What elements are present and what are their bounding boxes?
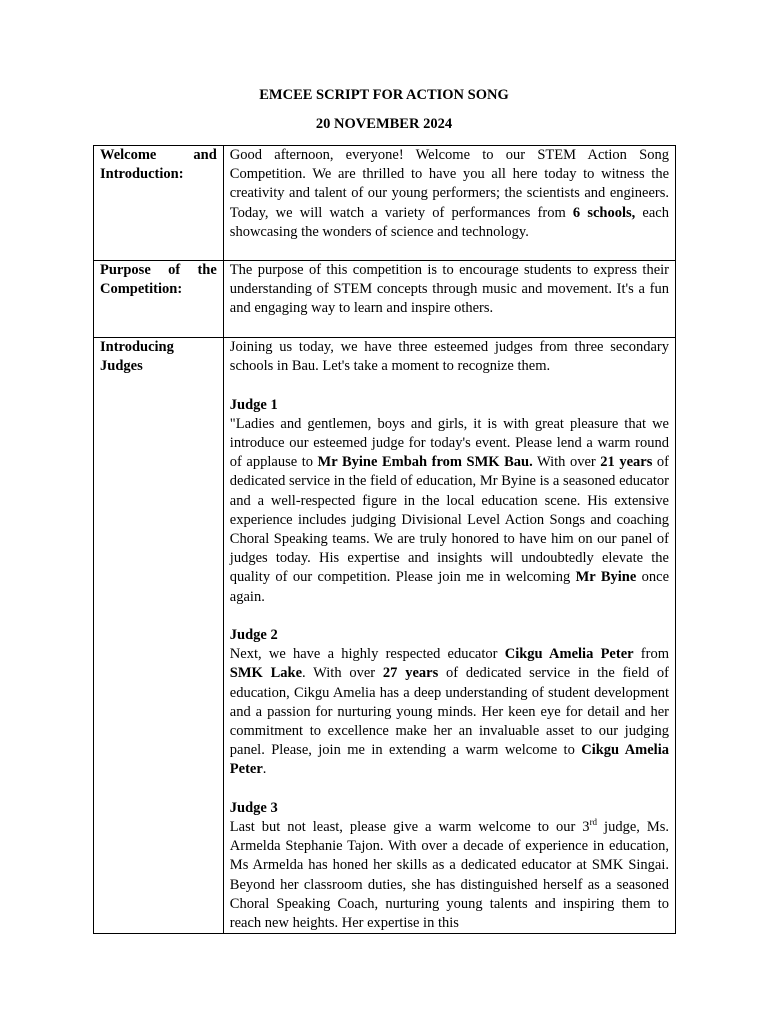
judge-2-bold-4: Cikgu Amelia Peter — [229, 742, 669, 778]
judge-2-heading: Judge 2 — [229, 627, 278, 644]
judge-1-text-3: of dedicated service in the field of education, Mr Byine is a seasoned educator and a well-respected figure in the local education scene. His extensive experience includes judging Divisional Level Action Songs and coaching Choral Speaking teams. We are truly honored to have him on our panel of judges today. His expertise and insights will undoubtedly elevate the quality of our competition. Please join me in welcoming — [229, 454, 670, 586]
welcome-text-1: Good afternoon, everyone! Welcome to our STEM Action Song Competition. We are thrilled to have you all here today to witness the creativity and talent of our young performers; the scientists and engineers. Today, we will watch a variety of performances from — [229, 147, 669, 221]
judge-1-text-4: once again. — [229, 569, 670, 605]
judge-2-bold-3: 27 years — [382, 665, 439, 682]
document-title: EMCEE SCRIPT FOR ACTION SONG — [259, 87, 509, 103]
table-row-welcome — [94, 146, 676, 261]
judge-2-paragraph — [230, 645, 669, 779]
spacer — [230, 376, 669, 395]
judge-2-text-1: Next, we have a highly respected educator — [229, 646, 505, 663]
judge-2-bold-2: SMK Lake — [229, 665, 303, 682]
welcome-text-2: each showcasing the wonders of science and technology. — [229, 204, 669, 240]
judge-1-paragraph — [230, 415, 669, 607]
script-table — [93, 145, 676, 934]
purpose-content — [223, 261, 675, 338]
welcome-label: Welcome and Introduction: — [94, 146, 224, 261]
judge-1-bold-3: Mr Byine — [575, 569, 637, 586]
judge-3-heading: Judge 3 — [229, 799, 278, 816]
judges-label: Introducing Judges — [94, 338, 224, 934]
welcome-bold-1: 6 schools, — [572, 204, 636, 221]
judge-3-paragraph — [230, 818, 669, 933]
judge-2-text-5: . — [262, 761, 267, 778]
judges-content — [223, 338, 675, 934]
table-row-judges — [94, 338, 676, 934]
judge-3-text-2: judge, Ms. Armelda Stephanie Tajon. With over a decade of experience in education, Ms Armelda has honed her skills as a dedicated educator at SMK Singai. Beyond her classroom duties, she has distinguished herself as a seasoned Choral Speaking Coach, nurturing young talents and inspiring them to reach new heights. Her expertise in this — [229, 819, 670, 932]
judges-intro: Joining us today, we have three esteemed judges from three secondary schools in Bau. Let's take a moment to recognize them. — [229, 339, 669, 375]
purpose-label: Purpose of the Competition: — [94, 261, 224, 338]
judge-3-text-1: Last but not least, please give a warm welcome to our 3 — [229, 819, 590, 836]
document-date: 20 NOVEMBER 2024 — [315, 116, 453, 132]
judge-1-heading: Judge 1 — [229, 396, 278, 413]
judge-1-bold-2: 21 years — [600, 454, 653, 471]
judge-2-text-2: from — [633, 646, 669, 663]
table-row-purpose — [94, 261, 676, 338]
judge-2-text-3: . With over — [302, 665, 383, 682]
judge-1-bold-1: Mr Byine Embah from SMK Bau. — [317, 454, 533, 471]
purpose-paragraph: The purpose of this competition is to encourage students to express their understanding of STEM concepts through music and movement. It's a fun and engaging way to learn and inspire others. — [229, 262, 669, 317]
judge-2-text-4: of dedicated service in the field of education, Cikgu Amelia has a deep understanding of student development and a passion for nurturing young minds. Her keen eye for detail and her commitment to excellence make her an invaluable asset to our judging panel. Please, join me in extending a warm welcome to — [229, 665, 669, 759]
welcome-paragraph — [230, 146, 669, 242]
judge-3-ordinal-suffix: rd — [589, 817, 598, 828]
judge-2-bold-1: Cikgu Amelia Peter — [504, 646, 634, 663]
spacer — [230, 607, 669, 626]
welcome-content — [223, 146, 675, 261]
spacer — [230, 780, 669, 799]
judge-1-text-2: With over — [532, 454, 601, 471]
judge-1-text-1: "Ladies and gentlemen, boys and girls, it is with great pleasure that we introduce our esteemed judge for today's event. Please lend a warm round of applause to — [229, 415, 669, 471]
